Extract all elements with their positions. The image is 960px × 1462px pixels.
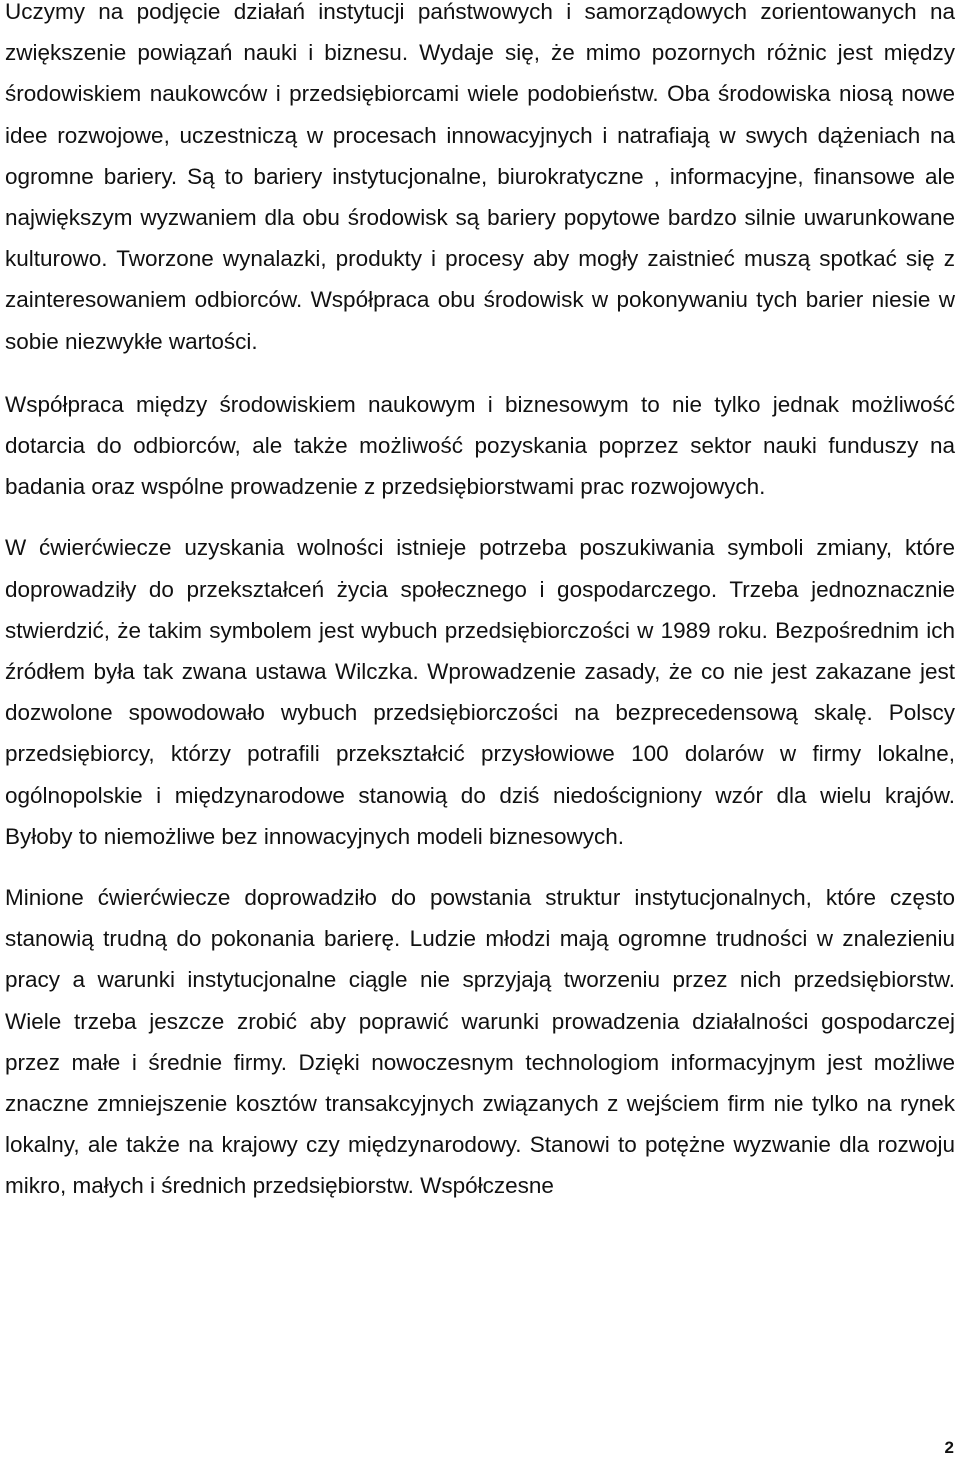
paragraph: W ćwierćwiecze uzyskania wolności istnieje potrzeba poszukiwania symboli zmiany, które doprowadziły do przekształceń życia społecznego i gospodarczego. Trzeba jednoznacznie stwierdzić, że takim symbolem jest wybuch przedsiębiorczości w 1989 roku. Bezpośrednim ich źródłem była tak zwana ustawa Wilczka. Wprowadzenie zasady, że co nie jest zakazane jest dozwolone spowodowało wybuch przedsiębiorczości na bezprecedensową skalę. Polscy przedsiębiorcy, którzy potrafili przekształcić przysłowiowe 100 dolarów w firmy lokalne, ogólnopolskie i międzynarodowe stanowią do dziś niedościgniony wzór dla wielu krajów. Byłoby to niemożliwe bez innowacyjnych modeli biznesowych.: [5, 535, 955, 849]
document-page: [5, 0, 955, 1207]
paragraph: Minione ćwierćwiecze doprowadziło do powstania struktur instytucjonalnych, które często stanowią trudną do pokonania barierę. Ludzie młodzi mają ogromne trudności w znalezieniu pracy a warunki instytucjonalne ciągle nie sprzyjają tworzeniu przez nich przedsiębiorstw. Wiele trzeba jeszcze zrobić aby poprawić warunki prowadzenia działalności gospodarczej przez małe i średnie firmy. Dzięki nowoczesnym technologiom informacyjnym jest możliwe znaczne zmniejszenie kosztów transakcyjnych związanych z wejściem firm nie tylko na rynek lokalny, ale także na krajowy czy międzynarodowy. Stanowi to potężne wyzwanie dla rozwoju mikro, małych i średnich przedsiębiorstw. Współczesne: [5, 885, 955, 1199]
page-number: 2: [944, 1438, 954, 1457]
paragraph: Uczymy na podjęcie działań instytucji państwowych i samorządowych zorientowanych na zwiększenie powiązań nauki i biznesu. Wydaje się, że mimo pozornych różnic jest między środowiskiem naukowców i przedsiębiorcami wiele podobieństw. Oba środowiska niosą nowe idee rozwojowe, uczestniczą w procesach innowacyjnych i natrafiają w swych dążeniach na ogromne bariery. Są to bariery instytucjonalne, biurokratyczne , informacyjne, finansowe ale największym wyzwaniem dla obu środowisk są bariery popytowe bardzo silnie uwarunkowane kulturowo. Tworzone wynalazki, produkty i procesy aby mogły zaistnieć muszą spotkać się z zainteresowaniem odbiorców. Współpraca obu środowisk w pokonywaniu tych barier niesie w sobie niezwykłe wartości.: [5, 0, 955, 354]
paragraph: Współpraca między środowiskiem naukowym i biznesowym to nie tylko jednak możliwość dotarcia do odbiorców, ale także możliwość pozyskania poprzez sektor nauki funduszy na badania oraz wspólne prowadzenie z przedsiębiorstwami prac rozwojowych.: [5, 391, 955, 500]
